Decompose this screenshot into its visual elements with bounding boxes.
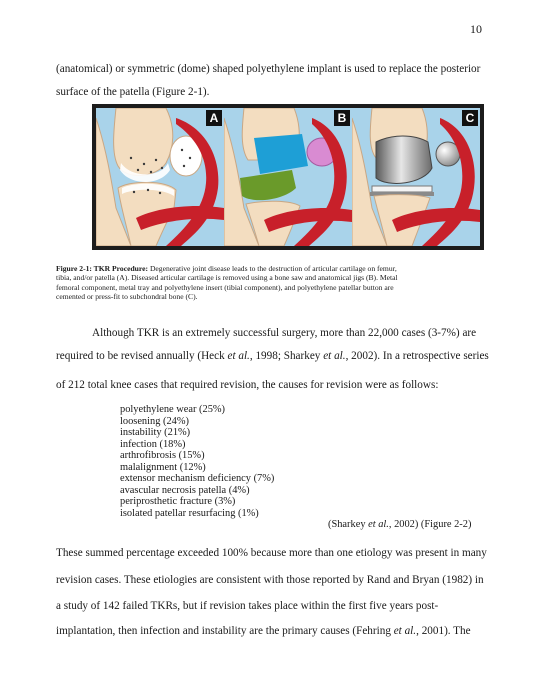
caption-line-4: cemented or press-fit to subchondral bone (C). — [56, 292, 198, 302]
para1-line-1: Although TKR is an extremely successful surgery, more than 22,000 cases (3-7%) are — [92, 327, 477, 339]
list-item: polyethylene wear (25%) — [120, 404, 226, 415]
intro-line-2: surface of the patella (Figure 2-1). — [56, 86, 210, 98]
para2-line-3: a study of 142 failed TKRs, but if revision takes place within the first five years post- — [56, 600, 439, 612]
list-item: instability (21%) — [120, 427, 191, 438]
caption-label: Figure 2-1: TKR Procedure: — [56, 264, 149, 273]
panel-a-diseased-knee — [96, 108, 224, 246]
list-item: extensor mechanism deficiency (7%) — [120, 473, 275, 484]
figure-caption — [56, 264, 486, 302]
list-item: avascular necrosis patella (4%) — [120, 484, 250, 496]
panel-c-implant-components — [352, 108, 480, 246]
list-citation: (Sharkey et al., 2002) (Figure 2-2) — [328, 519, 472, 530]
caption-line-2: tibia, and/or patella (A). Diseased articular cartilage is removed using a bone saw and anatomical jigs (B). Metal — [56, 273, 398, 283]
list-item: malalignment (12%) — [120, 461, 206, 473]
panel-b-cartilage-removed — [224, 108, 352, 246]
list-item: infection (18%) — [120, 438, 186, 450]
panel-label-c: C — [462, 110, 478, 126]
panel-label-a: A — [206, 110, 222, 126]
panel-label-b: B — [334, 110, 350, 126]
para2-line-4: implantation, then infection and instability are the primary causes (Fehring et al., 2001). The — [56, 625, 471, 637]
caption-line-3: femoral component, metal tray and polyethylene insert (tibial component), and polyethylene patellar button are — [56, 282, 394, 292]
para2-line-1: These summed percentage exceeded 100% because more than one etiology was present in many — [56, 547, 487, 559]
para1-line-3: of 212 total knee cases that required revision, the causes for revision were as follows: — [56, 379, 439, 391]
page-number: 10 — [470, 22, 482, 36]
para2-line-2: revision cases. These etiologies are consistent with those reported by Rand and Bryan (1982) in — [56, 574, 484, 586]
para1-line-2: required to be revised annually (Heck et al., 1998; Sharkey et al., 2002). In a retrospective series — [56, 350, 489, 362]
figure-2-1 — [92, 104, 484, 250]
list-item: periprosthetic fracture (3%) — [120, 496, 236, 507]
revision-causes-list — [120, 404, 274, 519]
caption-line-1: Degenerative joint disease leads to the destruction of articular cartilage on femur, — [149, 264, 397, 273]
intro-line-1: (anatomical) or symmetric (dome) shaped polyethylene implant is used to replace the posterior — [56, 63, 481, 75]
list-item: arthrofibrosis (15%) — [120, 450, 205, 461]
list-item: isolated patellar resurfacing (1%) — [120, 507, 259, 519]
list-item: loosening (24%) — [120, 415, 189, 427]
